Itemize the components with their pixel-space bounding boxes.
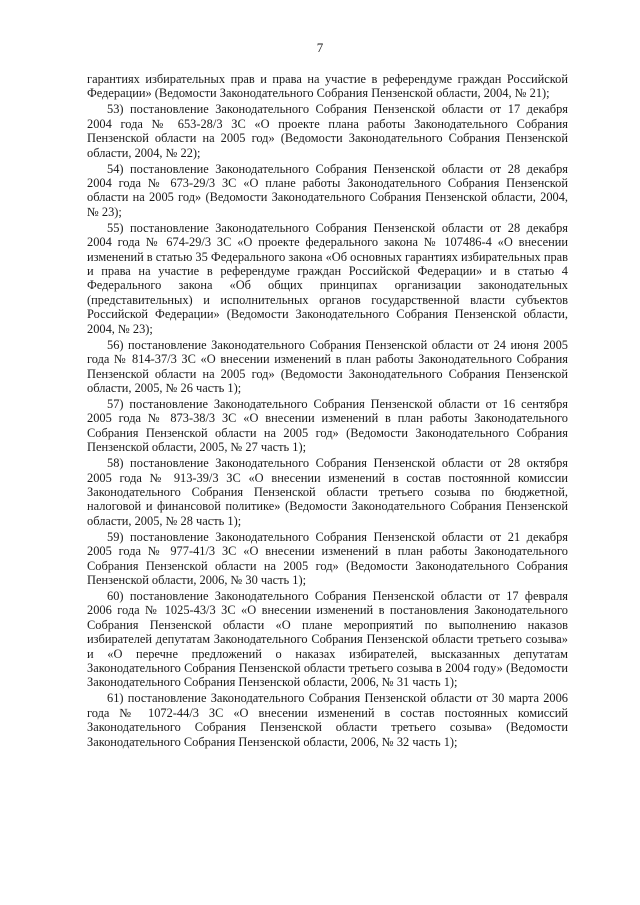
list-item-56: 56) постановление Законодательного Собрания Пензенской области от 24 июня 2005 года № 814-37/3 ЗС «О внесении изменений в план работы Законодательного Собрания Пензенской области на 2005 год» (Ведомости Законодательного Собрания Пензенской области, 2005, № 26 часть 1); xyxy=(87,337,568,395)
list-item-55: 55) постановление Законодательного Собрания Пензенской области от 28 декабря 2004 года № 674-29/3 ЗС «О проекте федерального закона № 107486-4 «О внесении изменений в статью 35 Федерального закона «Об основных гарантиях избирательных прав и права на участие в референдуме граждан Российской Федерации» и в статью 4 Федерального закона «Об общих принципах организации законодательных (представительных) и исполнительных органов государственной власти субъектов Российской Федерации» (Ведомости Законодательного Собрания Пензенской области, 2004, № 23); xyxy=(87,220,569,336)
paragraph-continuation: гарантиях избирательных прав и права на участие в референдуме граждан Российской Федерации» (Ведомости Законодательного Собрания Пензенской области, 2004, № 21); xyxy=(87,72,568,101)
list-item-58: 58) постановление Законодательного Собрания Пензенской области от 28 октября 2005 года № 913-39/3 ЗС «О внесении изменений в состав постоянной комиссии Законодательного Собрания Пензенской области третьего созыва по бюджетной, налоговой и финансовой политике» (Ведомости Законодательного Собрания Пензенской области, 2005, № 28 часть 1); xyxy=(87,456,568,528)
list-item-57: 57) постановление Законодательного Собрания Пензенской области от 16 сентября 2005 года № 873-38/3 ЗС «О внесении изменений в план работы Законодательного Собрания Пензенской области на 2005 год» (Ведомости Законодательного Собрания Пензенской области, 2005, № 27 часть 1); xyxy=(87,396,568,455)
list-item-54: 54) постановление Законодательного Собрания Пензенской области от 28 декабря 2004 года № 673-29/3 ЗС «О плане работы Законодательного Собрания Пензенской области на 2005 год» (Ведомости Законодательного Собрания Пензенской области, 2004, № 23); xyxy=(87,161,568,219)
page-number: 7 xyxy=(316,40,324,55)
list-item-61: 61) постановление Законодательного Собрания Пензенской области от 30 марта 2006 года № 1072-44/3 ЗС «О внесении изменений в состав постоянных комиссий Законодательного Собрания Пензенской области третьего созыва» (Ведомости Законодательного Собрания Пензенской области, 2006, № 32 часть 1); xyxy=(87,691,568,749)
document-body xyxy=(87,72,568,749)
list-item-60: 60) постановление Законодательного Собрания Пензенской области от 17 февраля 2006 года № 1025-43/3 ЗС «О внесении изменений в постановления Законодательного Собрания Пензенской области «О плане мероприятий по выполнению наказов избирателей депутатам Законодательного Собрания Пензенской области третьего созыва» и «О перечне предложений о наказах избирателей, высказанных депутатам Законодательного Собрания Пензенской области третьего созыва в 2004 году» (Ведомости Законодательного Собрания Пензенской области, 2006, № 31 часть 1); xyxy=(87,588,568,690)
list-item-53: 53) постановление Законодательного Собрания Пензенской области от 17 декабря 2004 года № 653-28/3 ЗС «О проекте плана работы Законодательного Собрания Пензенской области на 2005 год» (Ведомости Законодательного Собрания Пензенской области, 2004, № 22); xyxy=(87,102,568,160)
list-item-59: 59) постановление Законодательного Собрания Пензенской области от 21 декабря 2005 года № 977-41/3 ЗС «О внесении изменений в план работы Законодательного Собрания Пензенской области на 2005 год» (Ведомости Законодательного Собрания Пензенской области, 2006, № 30 часть 1); xyxy=(87,529,568,587)
